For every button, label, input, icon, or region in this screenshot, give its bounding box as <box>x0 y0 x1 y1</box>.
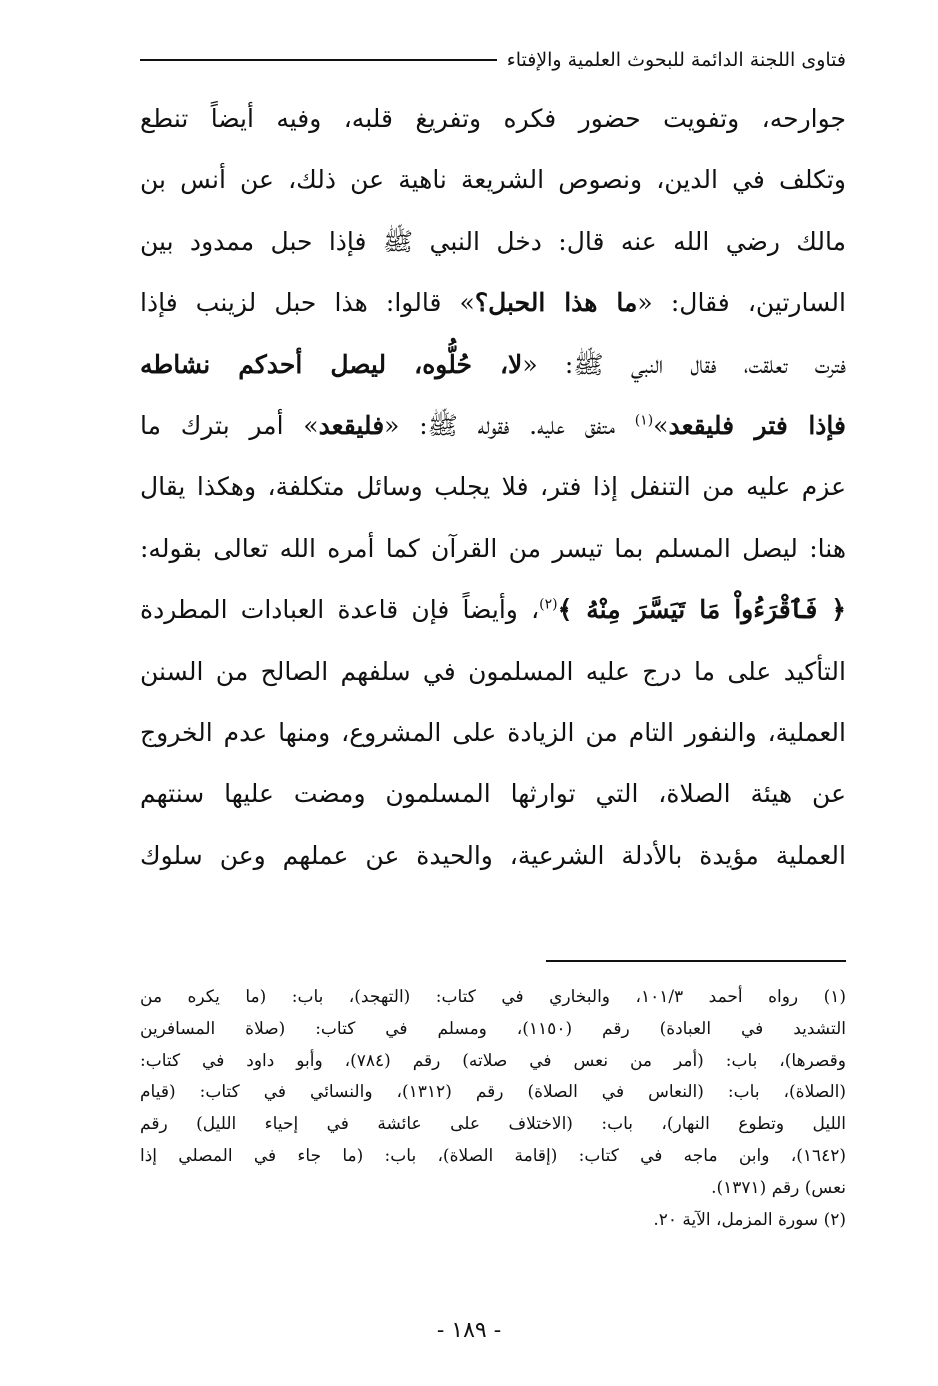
text-segment: هنا: ليصل المسلم بما تيسر من القرآن كما أمره الله تعالى بقوله: <box>140 533 846 563</box>
text-line <box>140 149 846 210</box>
text-segment: » أمر بترك ما <box>140 410 319 440</box>
text-line <box>140 88 846 149</box>
emphasized-text: لا، حُلُّوه، ليصل أحدكم نشاطه <box>140 349 523 379</box>
page-number: - ١٨٩ - <box>436 1318 502 1343</box>
footnote-marker: (١) <box>634 412 654 429</box>
text-segment: وتكلف في الدين، ونصوص الشريعة ناهية عن ذلك، عن أنس بن <box>140 165 846 195</box>
footnote-marker: (٢) <box>539 596 558 613</box>
main-text <box>140 88 846 886</box>
footnote-line: (١٦٤٢)، وابن ماجه في كتاب: (إقامة الصلاة)، باب: (ما جاء في المصلي إذا <box>140 1145 846 1166</box>
text-segment: التأكيد على ما درج عليه المسلمون في سلفهم الصالح من السنن <box>140 656 846 686</box>
footnote-line: نعس) رقم (١٣٧١). <box>711 1177 846 1198</box>
text-line <box>140 211 846 272</box>
text-segment: مالك رضي الله عنه قال: دخل النبي ﷺ فإذا حبل ممدود بين <box>140 226 846 256</box>
emphasized-text: فإذا فتر فليقعد <box>668 410 846 440</box>
text-line <box>140 825 846 886</box>
emphasized-text: ﴿ فَٱقْرَءُواْ مَا تَيَسَّرَ مِنْهُ ﴾ <box>557 595 846 625</box>
text-segment: عن هيئة الصلاة، التي توارثها المسلمون ومضت عليها سنتهم <box>140 779 846 809</box>
emphasized-text: ما هذا الحبل؟ <box>474 288 638 318</box>
emphasized-text: فليقعد <box>318 410 385 440</box>
text-line <box>140 272 846 333</box>
text-segment: » قالوا: هذا حبل لزينب فإذا <box>140 288 475 318</box>
text-segment: عزم عليه من التنفل إذا فتر، فلا يجلب وسائل متكلفة، وهكذا يقال <box>140 472 846 502</box>
footnote-line: (١) رواه أحمد ١٠١/٣، والبخاري في كتاب: (التهجد)، باب: (ما يكره من <box>140 987 846 1007</box>
text-segment: » <box>653 410 669 440</box>
text-line <box>140 456 846 517</box>
footnote-line: (٢) سورة المزمل، الآية ٢٠. <box>653 1209 846 1230</box>
footnotes <box>140 982 846 1236</box>
text-line <box>140 518 846 579</box>
text-segment: جوارحه، وتفويت حضور فكره وتفريغ قلبه، وفيه أيضاً تنطع <box>140 104 846 133</box>
text-segment: ، وأيضاً فإن قاعدة العبادات المطردة <box>140 595 540 625</box>
header-rule <box>140 59 497 61</box>
text-line <box>140 334 846 395</box>
footnote-line: الليل وتطوع النهار)، باب: (الاختلاف على عائشة في إحياء الليل) رقم <box>140 1114 846 1135</box>
text-segment: العملية مؤيدة بالأدلة الشرعية، والحيدة عن عملهم وعن سلوك <box>140 840 846 870</box>
footnote-line: التشديد في العبادة) رقم (١١٥٠)، ومسلم في كتاب: (صلاة المسافرين <box>140 1018 846 1039</box>
text-segment: متفق عليه. فقوله ﷺ: « <box>384 410 635 440</box>
footnote-line: (الصلاة)، باب: (النعاس في الصلاة) رقم (١٣١٢)، والنسائي في كتاب: (قيام <box>140 1082 846 1103</box>
text-segment: العملية، والنفور التام من الزيادة على المشروع، ومنها عدم الخروج <box>140 717 846 747</box>
text-line <box>140 763 846 824</box>
text-line <box>140 395 846 456</box>
footnote-line: وقصرها)، باب: (أمر من نعس في صلاته) رقم (٧٨٤)، وأبو داود في كتاب: <box>140 1050 846 1071</box>
footnote-separator <box>546 960 846 962</box>
running-header <box>140 40 846 80</box>
text-line <box>140 641 846 702</box>
text-line <box>140 579 846 640</box>
text-segment: فترت تعلقت، فقال النبي ﷺ: « <box>522 349 846 379</box>
text-segment: السارتين، فقال: « <box>637 288 846 318</box>
running-title: فتاوى اللجنة الدائمة للبحوث العلمية والإفتاء <box>506 49 846 71</box>
text-line <box>140 702 846 763</box>
